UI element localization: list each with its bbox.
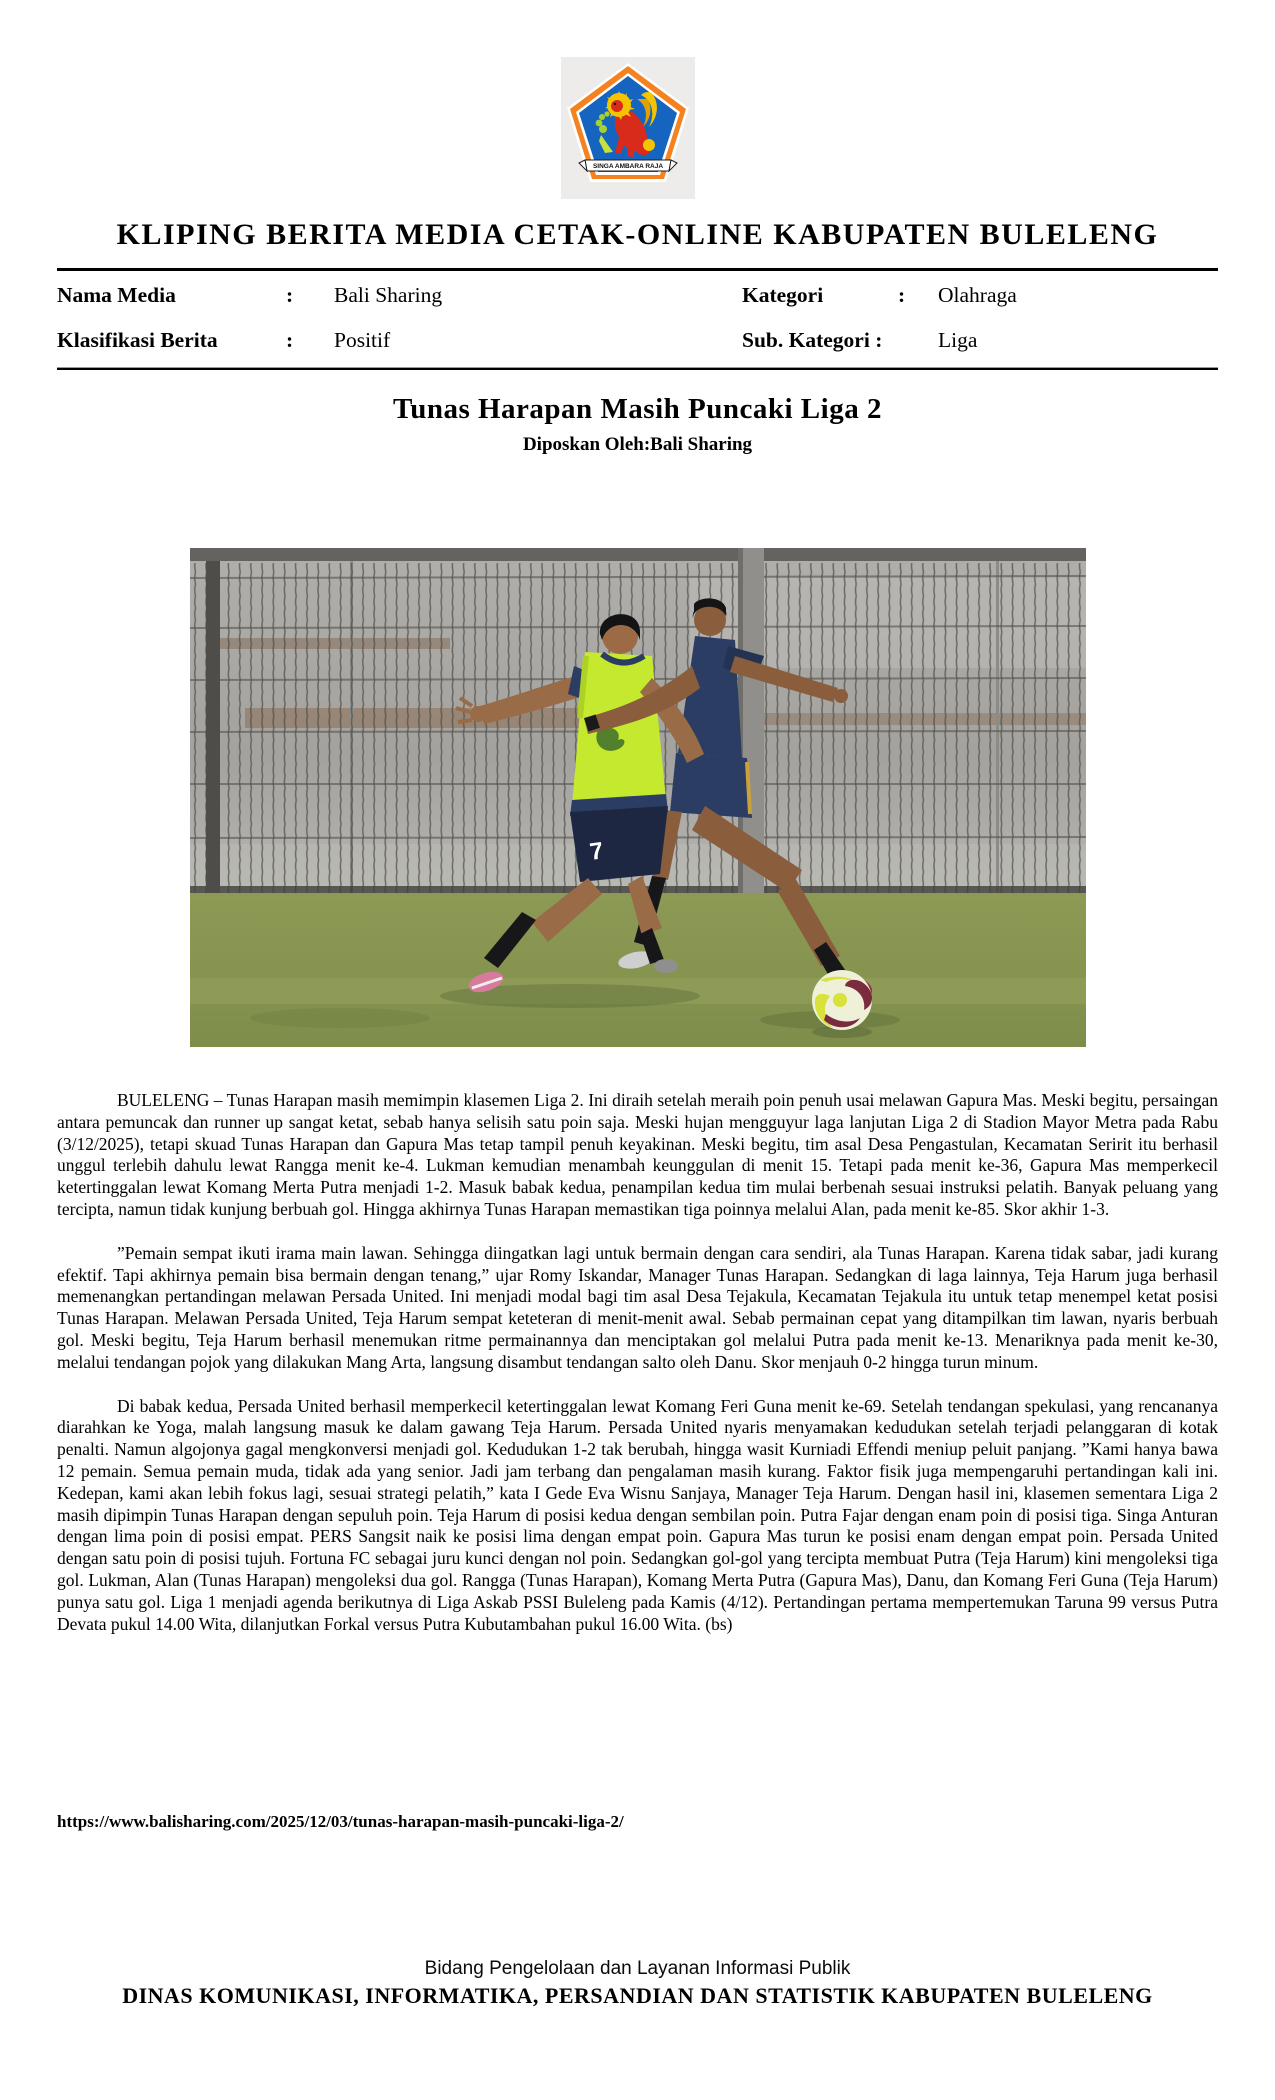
jersey-number: 7 [588, 837, 606, 866]
article-paragraph: ”Pemain sempat ikuti irama main lawan. Sehingga diingatkan lagi untuk bermain dengan cara sendiri, ala Tunas Harapan. Karena tidak sabar, jadi kurang efektif. Tapi akhirnya pemain bisa bermain dengan tenang,” ujar Romy Iskandar, Manager Tunas Harapan. Sedangkan di laga lainnya, Teja Harum juga berhasil memenangkan pertandingan melawan Persada United. Ini menjadi modal bagi tim asal Desa Tejakula, Kecamatan Tejakula itu untuk tetap menempel ketat posisi Tunas Harapan. Melawan Persada United, Teja Harum sempat keteteran di menit-menit awal. Sebab permainan cepat yang ditampilkan tim lawan, nyaris berbuah gol. Meski begitu, Teja Harum berhasil menemukan ritme permainannya dan menciptakan gol melalui Putra pada menit ke-13. Menariknya pada menit ke-30, melalui tendangan pojok yang dilakukan Mang Arta, langsung disambut tendangan salto oleh Danu. Skor menjauh 0-2 hingga turun minum. [57, 1242, 1218, 1372]
colon: : [898, 283, 906, 307]
article-body [57, 1090, 1218, 1657]
soccer-match-photo-illustration [190, 548, 1086, 1047]
footer-agency: DINAS KOMUNIKASI, INFORMATIKA, PERSANDIAN DAN STATISTIK KABUPATEN BULELENG [122, 1983, 1153, 2008]
article-photo [190, 548, 1086, 1047]
buleleng-logo [561, 57, 695, 199]
nama-media-value: Bali Sharing [334, 283, 443, 307]
klasifikasi-label: Klasifikasi Berita [57, 328, 218, 352]
logo-banner-text: SINGA AMBARA RAJA [592, 163, 664, 170]
colon: : [286, 328, 294, 352]
sub-kategori-label: Sub. Kategori : [742, 328, 883, 352]
singa-ambara-raja-icon [561, 57, 695, 199]
sub-kategori-value: Liga [938, 328, 978, 352]
nama-media-label: Nama Media [57, 283, 176, 307]
footer-division: Bidang Pengelolaan dan Layanan Informasi Publik [424, 1958, 851, 1979]
meta-table-divider [57, 367, 1218, 370]
article-byline: Diposkan Oleh:Bali Sharing [522, 434, 753, 455]
article-paragraph: BULELENG – Tunas Harapan masih memimpin klasemen Liga 2. Ini diraih setelah meraih poin penuh usai melawan Gapura Mas. Meski begitu, persaingan antara pemuncak dan runner up sangat ketat, sebab hanya selisih satu poin saja. Meski hujan mengguyur laga lanjutan Liga 2 di Stadion Mayor Metra pada Rabu (3/12/2025), tetapi skuad Tunas Harapan dan Gapura Mas tetap tampil penuh keyakinan. Meski begitu, tim asal Desa Pengastulan, Kecamatan Seririt itu berhasil unggul terlebih dahulu lewat Rangga menit ke-4. Lukman kemudian menambah keunggulan di menit 15. Tetapi pada menit ke-36, Gapura Mas memperkecil ketertinggalan lewat Komang Merta Putra menjadi 1-2. Masuk babak kedua, penampilan kedua tim mulai berbenah sesuai instruksi pelatih. Banyak peluang yang tercipta, namun tidak kunjung berbuah gol. Hingga akhirnya Tunas Harapan memastikan tiga poinnya melalui Alan, pada menit ke-85. Skor akhir 1-3. [57, 1090, 1218, 1219]
article-paragraph: Di babak kedua, Persada United berhasil memperkecil ketertinggalan lewat Komang Feri Guna menit ke-69. Setelah tendangan spekulasi, yang rencananya diarahkan ke Yoga, malah langsung masuk ke dalam gawang Teja Harum. Persada United nyaris menyamakan kedudukan setelah terjadi pelanggaran di kotak penalti. Namun algojonya gagal mengkonversi menjadi gol. Kedudukan 1-2 tak berubah, hingga wasit Kurniadi Effendi meniup peluit panjang. ”Kami hanya bawa 12 pemain. Semua pemain muda, tidak ada yang senior. Jadi jam terbang dan pengalaman masih kurang. Faktor fisik juga mempengaruhi pertandingan kali ini. Kedepan, kami akan lebih fokus lagi, sesuai strategi pelatih,” kata I Gede Eva Wisnu Sanjaya, Manager Teja Harum. Dengan hasil ini, klasemen sementara Liga 2 masih dipimpin Tunas Harapan dengan sepuluh poin. Teja Harum di posisi kedua dengan sembilan poin. Putra Fajar dengan enam poin di posisi tiga. Singa Anturan dengan lima poin di posisi empat. PERS Sangsit naik ke posisi lima dengan empat poin. Gapura Mas turun ke posisi enam dengan empat poin. Persada United dengan satu poin di posisi tujuh. Fortuna FC sebagai juru kunci dengan nol poin. Sedangkan gol-gol yang tercipta membuat Putra (Teja Harum) kini mengoleksi tiga gol. Lukman, Alan (Tunas Harapan) mengoleksi dua gol. Rangga (Tunas Harapan), Komang Merta Putra (Gapura Mas), Danu, dan Komang Feri Guna (Teja Harum) punya satu gol. Liga 1 menjadi agenda berikutnya di Liga Askab PSSI Buleleng pada Kamis (4/12). Pertandingan pertama mempertemukan Taruna 99 versus Putra Devata pukul 14.00 Wita, dilanjutkan Forkal versus Putra Kubutambahan pukul 16.00 Wita. (bs) [57, 1395, 1218, 1634]
kategori-value: Olahraga [938, 283, 1017, 307]
soccer-ball [812, 970, 872, 1038]
kategori-label: Kategori [742, 283, 824, 307]
article-title: Tunas Harapan Masih Puncaki Liga 2 [393, 393, 882, 425]
source-url-link[interactable]: https://www.balisharing.com/2025/12/03/tunas-harapan-masih-puncaki-liga-2/ [57, 1812, 624, 1831]
header-divider [57, 268, 1218, 271]
page-title: KLIPING BERITA MEDIA CETAK-ONLINE KABUPATEN BULELENG [116, 218, 1159, 251]
colon: : [286, 283, 294, 307]
klasifikasi-value: Positif [334, 328, 391, 352]
